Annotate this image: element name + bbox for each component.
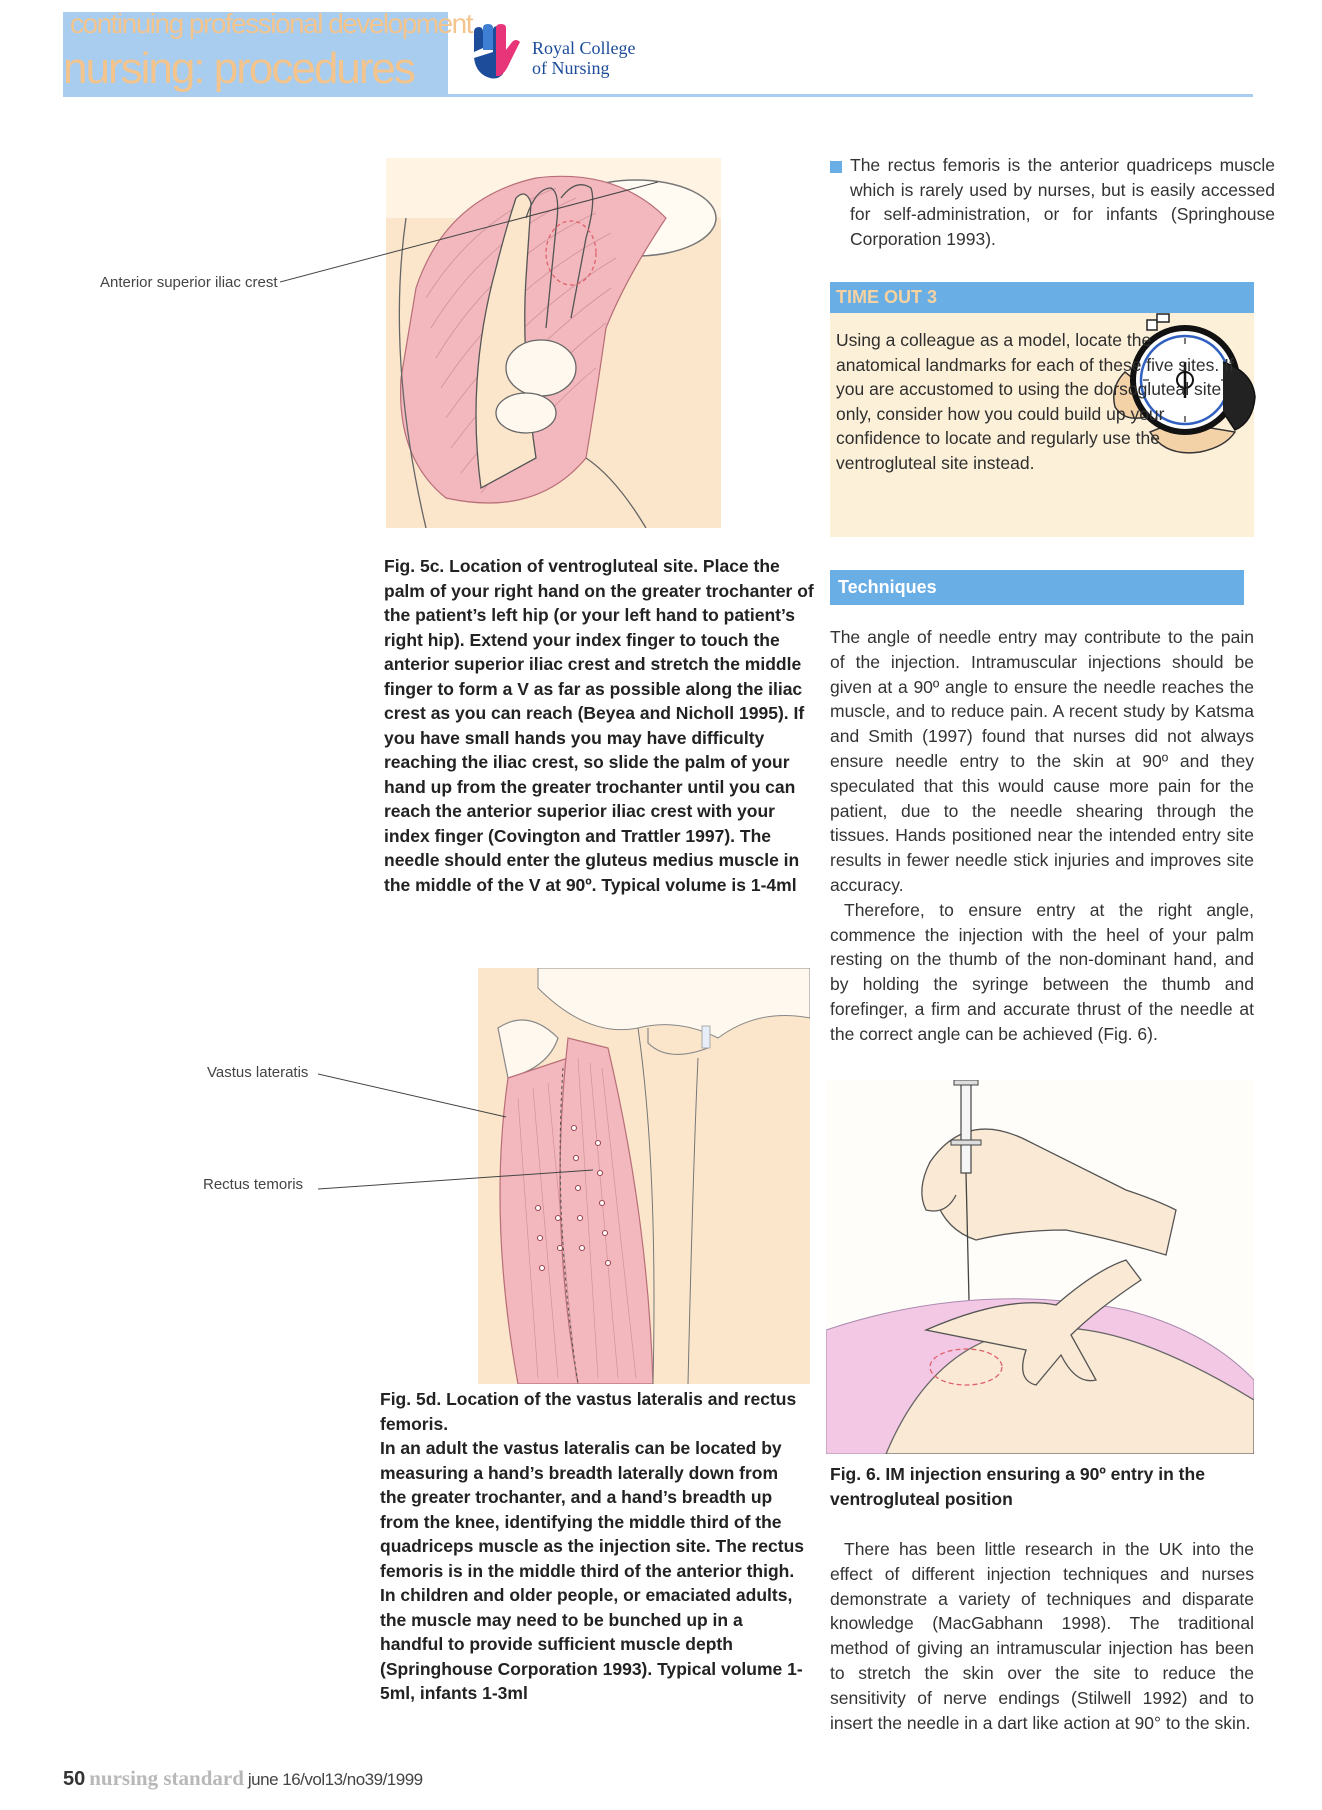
fig5c-label-iliac-crest: Anterior superior iliac crest (100, 274, 278, 291)
techniques-paragraph-2: Therefore, to ensure entry at the right angle, commence the injection with the heel of your palm resting on the thumb of the non-dominant hand, and by holding the syringe between the thumb and forefinger, a firm and accurate thrust of the needle at the correct angle can be achieved (Fig. 6). (830, 899, 1254, 1044)
timeout-heading: TIME OUT 3 (830, 282, 1254, 313)
page-footer (63, 1766, 423, 1791)
header-section-title: nursing: procedures (63, 44, 414, 93)
timeout-text: Using a colleague as a model, locate the anatomical landmarks for each of these five sites. If you are accustomed to using the dorsogluteal site only, consider how you could build up your confidence to locate and regularly use the ventrogluteal site instead. (836, 330, 1234, 473)
rcn-logo-line1: Royal College (532, 38, 636, 58)
fig5d-caption (380, 1387, 805, 1706)
rcn-logo-line2: of Nursing (532, 58, 610, 78)
fig6-caption: Fig. 6. IM injection ensuring a 90º entry in the ventrogluteal position (830, 1464, 1205, 1509)
fig5d-caption-body: In an adult the vastus lateralis can be located by measuring a hand’s breadth laterally down from the greater trochanter, and a hand’s breadth up from the knee, identifying the middle third of the quadriceps muscle as the injection site. The rectus femoris is in the middle third of the anterior thigh. In children and older people, or emaciated adults, the muscle may need to be bunched up in a handful to provide sufficient muscle depth (Springhouse Corporation 1993). Typical volume 1-5ml, infants 1-3ml (380, 1438, 805, 1703)
rectus-femoris-paragraph: The rectus femoris is the anterior quadriceps muscle which is rarely used by nurses, but is easily accessed for self-administration, or for infants (Springhouse Corporation 1993). (850, 155, 1275, 249)
rcn-hand-logo-icon (468, 22, 524, 82)
fig5d-label-rectus: Rectus temoris (203, 1176, 304, 1193)
fig6-im-injection-illustration (826, 1080, 1254, 1454)
techniques-heading: Techniques (830, 570, 1244, 605)
header-series-title: continuing professional development (70, 8, 473, 39)
fig5d-label-vastus: Vastus lateratis (207, 1064, 309, 1081)
magazine-name: nursing standard (89, 1766, 244, 1790)
research-paragraph: There has been little research in the UK into the effect of different injection techniques and nurses demonstrate a variety of techniques and disparate knowledge (MacGabhann 1998). The traditional method of giving an intramuscular injection has been to stretch the skin over the site to reduce the sensitivity of nerve endings (Stilwell 1992) and to insert the needle in a dart like action at 90° to the skin. (830, 1539, 1254, 1733)
header-rule (63, 94, 1253, 97)
fig5d-leader-lines (318, 1070, 618, 1200)
page-number: 50 (63, 1768, 86, 1790)
rcn-logo-text (532, 38, 635, 78)
techniques-paragraph-1: The angle of needle entry may contribute to the pain of the injection. Intramuscular injections should be given at a 90º angle to ensure the needle reaches the muscle, and to reduce pain. A recent study by Katsma and Smith (1997) found that nurses did not always ensure needle entry to the skin at 90º and they speculated that this would cause more pain for the patient, due to the needle shearing through the tissues. Hands positioned near the intended entry site results in fewer needle stick injuries and improves site accuracy. (830, 627, 1254, 895)
fig5c-caption: Fig. 5c. Location of ventrogluteal site. Place the palm of your right hand on the greater trochanter of the patient’s left hip (or your left hand to patient’s right hip). Extend your index finger to touch the anterior superior iliac crest and stretch the middle finger to form a V as far as possible along the iliac crest as you can reach (Beyea and Nicholl 1995). If you have small hands you may have difficulty reaching the iliac crest, so slide the palm of your hand up from the greater trochanter until you can reach the anterior superior iliac crest with your index finger (Covington and Trattler 1997). The needle should enter the gluteus medius muscle in the middle of the V at 90º. Typical volume is 1-4ml (384, 556, 814, 895)
fig5d-caption-title: Fig. 5d. Location of the vastus lateralis and rectus femoris. (380, 1389, 797, 1434)
techniques-body (830, 625, 1254, 1047)
fig5c-leader-line (280, 180, 660, 290)
issue-info: june 16/vol13/no39/1999 (247, 1770, 423, 1789)
